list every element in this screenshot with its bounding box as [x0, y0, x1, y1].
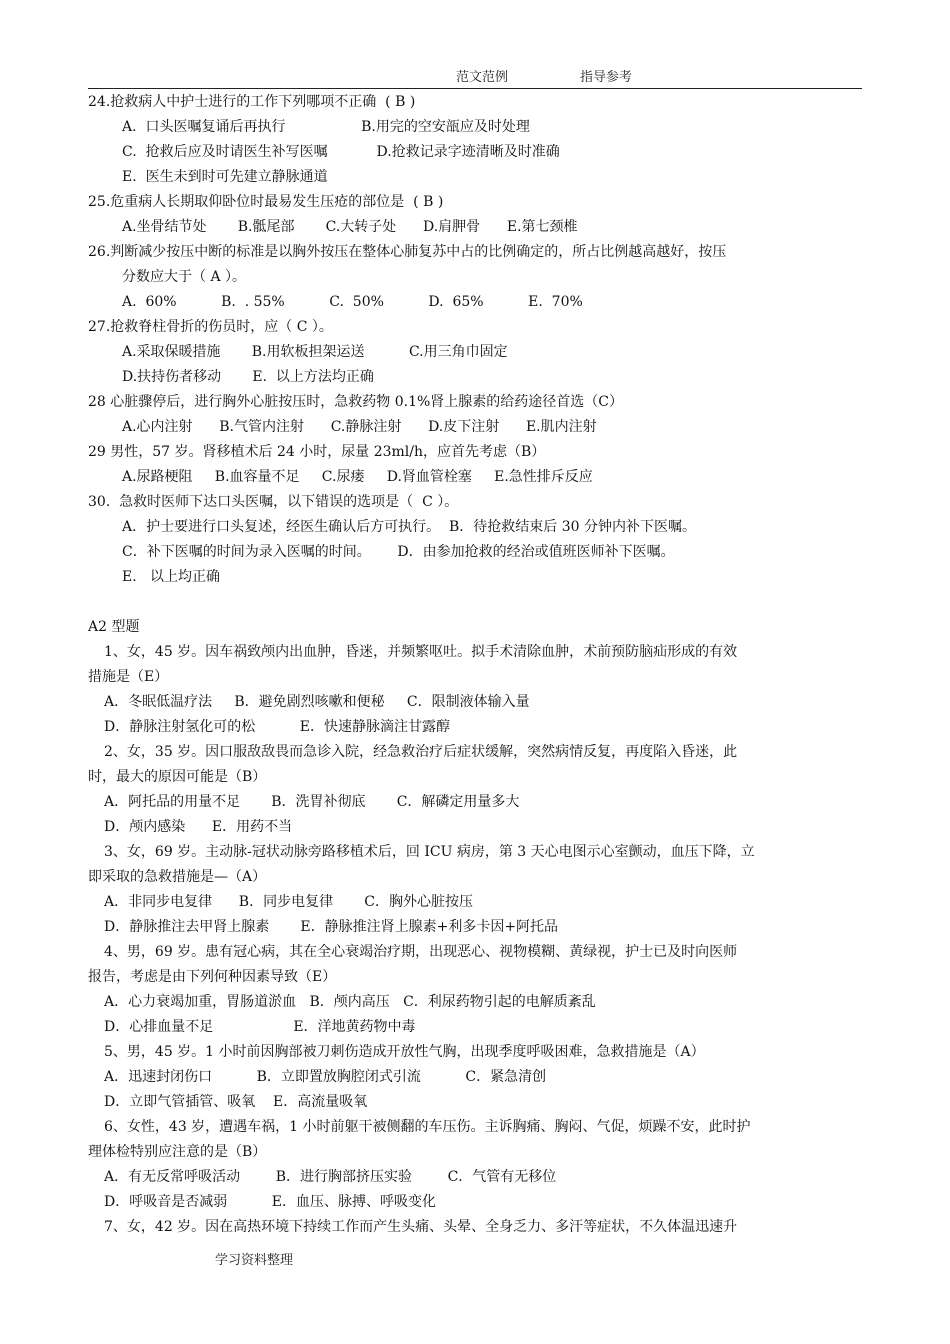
document-body	[88, 90, 868, 1240]
a2-q5-options-de: D．立即气管插管、吸氧 E．高流量吸氧	[104, 1094, 368, 1110]
a2-q4-stem: 4、男，69 岁。患有冠心病，其在全心衰竭治疗期，出现恶心、视物模糊、黄绿视，护士已及时向医师	[104, 944, 738, 960]
a2-q2-stem-cont: 时，最大的原因可能是（B）	[88, 769, 267, 785]
page-header	[88, 70, 862, 89]
a2-q4-options-de: D．心排血量不足 E．洋地黄药物中毒	[104, 1019, 416, 1035]
q29-stem: 29 男性，57 岁。肾移植术后 24 小时，尿量 23ml/h，应首先考虑（B）	[88, 444, 546, 460]
a2-q1-options-de: D．静脉注射氢化可的松 E．快速静脉滴注甘露醇	[104, 719, 450, 735]
q26-options: A. 60% B. . 55% C. 50% D. 65% E. 70%	[122, 294, 583, 310]
q25-options: A.坐骨结节处 B.骶尾部 C.大转子处 D.肩胛骨 E.第七颈椎	[122, 219, 578, 235]
a2-q5-stem: 5、男，45 岁。1 小时前因胸部被刀刺伤造成开放性气胸，出现季度呼吸困难，急救措施是（A）	[104, 1044, 705, 1060]
q24-options-cd: C. 抢救后应及时请医生补写医嘱 D.抢救记录字迹清晰及时准确	[122, 144, 560, 160]
a2-q4-options-abc: A．心力衰竭加重，胃肠道淤血 B．颅内高压 C．利尿药物引起的电解质紊乱	[104, 994, 596, 1010]
a2-q3-options-de: D．静脉推注去甲肾上腺素 E．静脉推注肾上腺素+利多卡因+阿托品	[104, 919, 559, 935]
a2-q3-stem-cont: 即采取的急救措施是—（A）	[88, 869, 267, 885]
a2-q6-options-abc: A．有无反常呼吸活动 B．进行胸部挤压实验 C．气管有无移位	[104, 1169, 557, 1185]
a2-q3-stem: 3、女，69 岁。主动脉-冠状动脉旁路移植术后，回 ICU 病房，第 3 天心电图示心室颤动，血压下降，立	[104, 844, 755, 860]
a2-q3-options-abc: A．非同步电复律 B．同步电复律 C．胸外心脏按压	[104, 894, 473, 910]
q28-options: A.心内注射 B.气管内注射 C.静脉注射 D.皮下注射 E.肌内注射	[122, 419, 597, 435]
a2-q1-stem: 1、女，45 岁。因车祸致颅内出血肿，昏迷，并频繁呕吐。拟手术清除血肿，术前预防脑疝形成的有效	[104, 644, 738, 660]
a2-q6-stem-cont: 理体检特别应注意的是（B）	[88, 1144, 267, 1160]
a2-q2-options-de: D．颅内感染 E．用药不当	[104, 819, 293, 835]
q24-options-ab: A. 口头医嘱复诵后再执行 B.用完的空安瓿应及时处理	[122, 119, 530, 135]
q24-option-e: E. 医生未到时可先建立静脉通道	[122, 169, 328, 185]
a2-q4-stem-cont: 报告，考虑是由下列何种因素导致（E）	[88, 969, 337, 985]
q26-stem: 26.判断减少按压中断的标准是以胸外按压在整体心肺复苏中占的比例确定的，所占比例越高越好，按压	[88, 244, 727, 260]
q24-stem: 24.抢救病人中护士进行的工作下列哪项不正确 ( B )	[88, 94, 416, 110]
q27-options-de: D.扶持伤者移动 E. 以上方法均正确	[122, 369, 374, 385]
q25-stem: 25.危重病人长期取仰卧位时最易发生压疮的部位是 ( B )	[88, 194, 444, 210]
q27-stem: 27.抢救脊柱骨折的伤员时，应（ C ）。	[88, 319, 333, 335]
section-title-a2: A2 型题	[88, 619, 140, 635]
q27-options-abc: A.采取保暖措施 B.用软板担架运送 C.用三角巾固定	[122, 344, 508, 360]
q28-stem: 28 心脏骤停后，进行胸外心脏按压时，急救药物 0.1%肾上腺素的给药途径首选（C）	[88, 394, 623, 410]
a2-q2-stem: 2、女，35 岁。因口服敌敌畏而急诊入院，经急救治疗后症状缓解，突然病情反复，再度陷入昏迷，此	[104, 744, 738, 760]
header-right-text: 指导参考	[580, 70, 633, 85]
q26-stem-cont: 分数应大于（ A ）。	[122, 269, 247, 285]
q30-options-ab: A．护士要进行口头复述，经医生确认后方可执行。 B．待抢救结束后 30 分钟内补下医嘱。	[122, 519, 697, 535]
header-left-text: 范文范例	[456, 70, 509, 85]
a2-q2-options-abc: A．阿托品的用量不足 B．洗胃补彻底 C．解磷定用量多大	[104, 794, 520, 810]
a2-q6-options-de: D．呼吸音是否减弱 E．血压、脉搏、呼吸变化	[104, 1194, 436, 1210]
a2-q7-stem: 7、女，42 岁。因在高热环境下持续工作而产生头痛、头晕、全身乏力、多汗等症状，不久体温迅速升	[104, 1219, 738, 1235]
a2-q1-stem-cont: 措施是（E）	[88, 669, 169, 685]
q30-options-cd: C．补下医嘱的时间为录入医嘱的时间。 D．由参加抢救的经治或值班医师补下医嘱。	[122, 544, 675, 560]
a2-q5-options-abc: A．迅速封闭伤口 B．立即置放胸腔闭式引流 C．紧急清创	[104, 1069, 547, 1085]
page-footer: 学习资料整理	[215, 1253, 294, 1268]
section-gap	[88, 590, 868, 615]
q30-stem: 30. 急救时医师下达口头医嘱，以下错误的选项是（ C ）。	[88, 494, 459, 510]
q30-option-e: E. 以上均正确	[122, 569, 221, 585]
a2-q6-stem: 6、女性，43 岁，遭遇车祸，1 小时前躯干被侧翻的车压伤。主诉胸痛、胸闷、气促，烦躁不安，此时护	[104, 1119, 751, 1135]
a2-q1-options-abc: A．冬眠低温疗法 B．避免剧烈咳嗽和便秘 C．限制液体输入量	[104, 694, 530, 710]
q29-options: A.尿路梗阻 B.血容量不足 C.尿瘘 D.肾血管栓塞 E.急性排斥反应	[122, 469, 593, 485]
